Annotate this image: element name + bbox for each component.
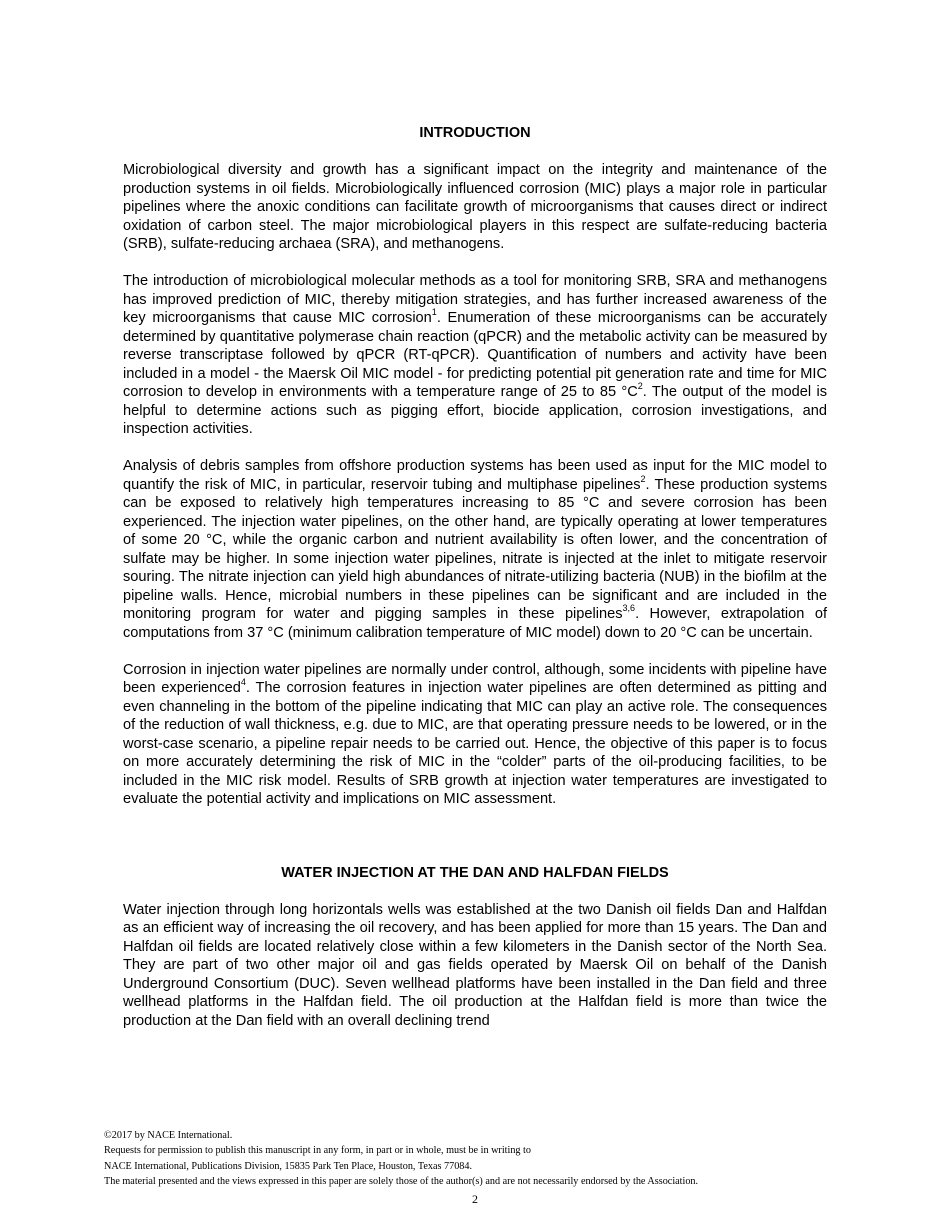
citation-ref: 1 xyxy=(431,307,437,318)
footer-permission: Requests for permission to publish this manuscript in any form, in part or in whole, must be in writing to xyxy=(104,1145,531,1157)
intro-paragraph-4: Corrosion in injection water pipelines are normally under control, although, some incidents with pipeline have been experienced$^4$. The corrosion features in injection water pipelines are often determined as pitting and even channeling in the bottom of the pipeline indicating that MIC can play an active role. The consequences of the reduction of wall thickness, e.g. due to MIC, are that operating pressure needs to be lowered, or in the worst-case scenario, a pipeline repair needs to be carried out. Hence, the objective of this paper is to focus on more accurately determining the risk of MIC in the “colder” parts of the oil-producing facilities, to be included in the MIC risk model. Results of SRB growth at injection water temperatures are investigated to evaluate the potential activity and implications on MIC assessment. xyxy=(123,661,827,807)
introduction-heading: INTRODUCTION xyxy=(419,125,531,141)
intro-paragraph-3: Analysis of debris samples from offshore production systems has been used as input for the MIC model to quantify the risk of MIC, in particular, reservoir tubing and multiphase pipelines$^2$. These production systems can be exposed to relatively high temperatures increasing to 85 °C and severe corrosion has been experienced. The injection water pipelines, on the other hand, are typically operating at lower temperatures of some 20 °C, while the organic carbon and nutrient availability is often lower, and the concentration of sulfate may be higher. In some injection water pipelines, nitrate is injected at the inlet to mitigate reservoir souring. The nitrate injection can yield high abundances of nitrate-utilizing bacteria (NUB) in the biofilm at the pipeline walls. Hence, microbial numbers in these pipelines can be significant and are included in the monitoring program for water and pigging samples in these pipelines$^{3,6}$. However, extrapolation of computations from 37 °C (minimum calibration temperature of MIC model) down to 20 °C can be uncertain. xyxy=(123,458,828,641)
citation-ref: 2 xyxy=(640,473,646,484)
citation-ref: 3,6 xyxy=(622,603,636,614)
intro-paragraph-2: The introduction of microbiological molecular methods as a tool for monitoring SRB, SRA and methanogens has improved prediction of MIC, thereby mitigation strategies, and has further increased awareness of the key microorganisms that cause MIC corrosion$^1$. Enumeration of these microorganisms can be accurately determined by quantitative polymerase chain reaction (qPCR) and the metabolic activity can be measured by reverse transcriptase followed by qPCR (RT-qPCR). Quantification of numbers and activity have been included in a model - the Maersk Oil MIC model - for predicting potential pit generation rate and time for MIC corrosion to develop in environments with a temperature range of 25 to 85 $^\circ C^2$. The output of the model is helpful to determine actions such as pigging effort, biocide application, corrosion investigations, and inspection activities. xyxy=(123,273,827,437)
page-content xyxy=(123,124,827,1030)
water-injection-paragraph-1: Water injection through long horizontals wells was established at the two Danish oil fields Dan and Halfdan as an efficient way of increasing the oil recovery, and has been applied for more than 15 years. The Dan and Halfdan oil fields are located relatively close within a few kilometers in the Danish sector of the North Sea. They are part of two other major oil and gas fields operated by Maersk Oil on behalf of the Danish Underground Consortium (DUC). Seven wellhead platforms have been installed in the Dan field and three wellhead platforms in the Halfdan field. The oil production at the Halfdan field is more than twice the production at the Dan field with an overall declining trend xyxy=(123,901,827,1029)
footer-disclaimer: The material presented and the views expressed in this paper are solely those of the author(s) and are not necessarily endorsed by the Association. xyxy=(104,1175,699,1187)
citation-ref: 2 xyxy=(637,381,643,392)
citation-ref: 4 xyxy=(240,677,246,688)
copyright-footer xyxy=(104,1128,864,1189)
water-injection-heading: WATER INJECTION AT THE DAN AND HALFDAN FIELDS xyxy=(281,864,669,881)
footer-copyright: ©2017 by NACE International. xyxy=(104,1130,233,1141)
page-number: 2 xyxy=(472,1192,478,1206)
footer-address: NACE International, Publications Division, 15835 Park Ten Place, Houston, Texas 77084. xyxy=(104,1160,473,1172)
intro-paragraph-1: Microbiological diversity and growth has a significant impact on the integrity and maintenance of the production systems in oil fields. Microbiologically influenced corrosion (MIC) plays a major role in particular pipelines where the anoxic conditions can facilitate growth of microorganisms that causes direct or indirect oxidation of carbon steel. The major microbiological players in this respect are sulfate-reducing bacteria (SRB), sulfate-reducing archaea (SRA), and methanogens. xyxy=(123,162,827,252)
